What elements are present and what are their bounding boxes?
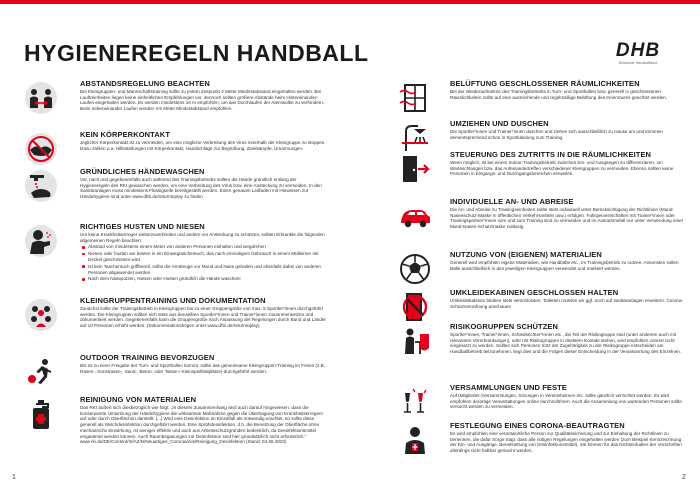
- section-text: Es wird empfohlen eine verantwortliche Person zur Qualitätssicherung und zur Einhaltung der Richtlinien zu benennen, die dafür Sorge trägt, dass alle nötigen Regelungen eingehalten werden (zum Beispiel Kennzeichnung der Ein- und Ausgänge, Bereitstellung von Desinfektionsmittel). Sie können für das Nichteinhalten der Vorschriften allerdings nicht haftbar gemacht werden.: [450, 431, 682, 454]
- bullet-item: Ist kein Taschentuch griffbereit, sollte die Armbeuge vor Mund und Nase gehalten und ebenfalls dabei von anderen Personen abgewendet werden: [88, 264, 326, 275]
- car-icon: [398, 199, 432, 233]
- section-heading: FESTLEGUNG EINES CORONA-BEAUTRAGTEN: [450, 421, 625, 430]
- section-heading: RISIKOGRUPPEN SCHÜTZEN: [450, 322, 559, 331]
- section-heading: UMZIEHEN UND DUSCHEN: [450, 119, 549, 128]
- section-text: Sportler*innen, Trainer*innen, Schiedsrichter*innen etc., die Teil der Risikogruppe sind (unter anderem auch mit relevanten Vorerkrankungen), oder mit Risikogruppen in direktem Kontakt stehen, wird empfohlen vorerst nicht eingesetzt zu werden. Sollten sich Personen trotz der Zugehörigkeit zu der Risikogruppe entscheiden am Handballbetrieb teilzunehmen, liegt dies und die Folgen dieser Entscheidung in der Verantwortung des Einzelnen.: [450, 332, 682, 355]
- section-heading: STEUERUNG DES ZUTRITTS IN DIE RÄUMLICHKEITEN: [450, 150, 652, 159]
- section-heading: BELÜFTUNG GESCHLOSSENER RÄUMLICHKEITEN: [450, 79, 640, 88]
- bullet-item: Nach dem Naseputzen, Niesen oder Husten gründlich die Hände waschen!: [88, 276, 326, 282]
- section-body: [450, 129, 688, 147]
- section-text: Generell wird empfohlen eigene Materialien, wie Handbälle etc., im Trainingsbetrieb zu nutzen. Ansonsten sollen Bälle ausschließlich in den jeweiligen Kleingruppen verwendet und markiert werden.: [450, 260, 679, 271]
- section-body: [80, 232, 326, 292]
- distance-icon: [24, 81, 58, 115]
- section-body: [450, 89, 688, 115]
- section-text: Jeglicher Körperkontakt ist zu vermeiden, um eine mögliche Verbreitung des Virus innerhalb der Kleingruppe zu stoppen. Dazu zählen u.a. Hilfestellungen mit Körperkontakt, Handschläge zur Begrüßung, Zweikämpfe, Umarmungen.: [80, 140, 326, 151]
- section-text: Das RKI äußert sich diesbezüglich wie folgt: „In diesem Zusammenhang wird auch darauf hingewiesen, dass die konsequente Umsetzung der Händehygiene die wirksamste Maßnahme gegen die Übertragung von Krankheitserregern auf oder durch Oberflächen darstellt. [...] Wird eine Desinfektion im Einzelfall als notwendig erachtet, so sollte diese generell als Wischdesinfektion durchgeführt werden. Eine Sprühdesinfektion, d.h. die Benetzung der Oberfläche ohne mechanische Einwirkung, ist weniger effektiv und auch aus Arbeitsschutzgründen bedenklich, da Desinfektionsmittel eingeatmet werden können. Auch Raumbegasungen zur Desinfektion sind hier grundsätzlich nicht erforderlich.“ www.rki.de/DE/Content/InfAZ/N/Neuartiges_Coronavirus/Reinigung_Desinfektion (Stand: 04.06.2020): [80, 405, 324, 445]
- outdoor-runner-icon: [24, 355, 58, 389]
- section-heading: NUTZUNG VON (EIGENEN) MATERIALIEN: [450, 250, 602, 259]
- bullet-item: Abstand von mindestens einem Meter von anderen Personen einhalten und wegdrehen: [88, 244, 326, 250]
- section-heading: ABSTANDSREGELUNG BEACHTEN: [80, 79, 210, 88]
- section-body: [450, 298, 688, 316]
- page-number-right: 2: [682, 474, 686, 481]
- page-number-left: 1: [12, 474, 16, 481]
- section-body: [450, 393, 688, 417]
- shower-icon: [398, 121, 432, 155]
- entrance-icon: [398, 152, 432, 186]
- corona-officer-icon: [398, 423, 432, 457]
- section-text: Vor, nach und gegebenenfalls auch während des Trainingsbetriebs sollten die Hände gründlich entlang der Hygieneregeln des RKI gewaschen werden, um eine Verbreitung des Virus bzw. eine Ansteckung zu vermeiden. In den Sanitäranlagen muss mindestens Flüssigseife bereitgestellt werden. Einen genauen Leitfaden mit Hinweisen zur Händehygiene sind unter www.dhb.de/returntoplay zu finden: [80, 177, 322, 200]
- section-text: Bis es zu einer Freigabe der Turn- und Sporthallen kommt, sollte das gemeinsame Kleingruppen-Training im Freien (z.B. Rasen-, Kunstrasen-, Sand-, Beton- oder Tartan-/ Kleinspielfeldplätze) durchgeführt werden.: [80, 363, 325, 374]
- section-text: Auf (Mitglieder-)Versammlungen, Sitzungen in Vereinsheimen etc. sollte gänzlich verzichtet werden. Es wird empfohlen derartige Veranstaltungen online durchzuführen. Auch die Ansammlung von wartenden Personen sollte versucht werden zu vermeiden.: [450, 393, 682, 410]
- bullet-item: Niesen oder husten am besten in ein Einwegtaschentuch, das nach einmaligem Gebrauch in einem Mülleimer mit Deckel geschmissen wird: [88, 251, 326, 262]
- dhb-logo: [603, 40, 673, 70]
- bullet-list: [80, 244, 326, 282]
- section-body: [80, 89, 326, 129]
- section-heading: UMKLEIDEKABINEN GESCHLOSSEN HALTEN: [450, 288, 619, 297]
- section-text: Die An- und Abreise zu Trainingseinheiten sollte stets individuell unter Berücksichtigung der Richtlinien (Mund-Nasenschutz-Maske in öffentlichen Verkehrsmitteln usw.) erfolgen. Fahrgemeinschaften mit Trainer*innen oder Trainingspartner*innen vom und zum Training sind zu vermeiden und im Ausnahmefall nur unter Verwendung einer Mund-Nasen-Schutzmaske zulässig: [450, 207, 684, 230]
- section-body: [450, 332, 688, 378]
- section-heading: GRÜNDLICHES HÄNDEWASCHEN: [80, 167, 205, 176]
- section-body: [80, 140, 326, 167]
- section-heading: KEIN KÖRPERKONTAKT: [80, 130, 170, 139]
- section-heading: VERSAMMLUNGEN UND FESTE: [450, 383, 567, 392]
- section-body: [80, 306, 326, 353]
- section-body: [450, 431, 688, 475]
- logo-subtitle: Deutscher Handballbund: [618, 61, 658, 65]
- section-heading: RICHTIGES HUSTEN UND NIESEN: [80, 222, 205, 231]
- party-icon: [398, 385, 432, 419]
- no-handshake-icon: [24, 132, 58, 166]
- section-body: [450, 207, 688, 247]
- section-text: Wenn möglich, ist bei einem Indoor-Trainingsbetrieb zwischen Ein- und Ausgängen zu differenzieren, um Warteschlangen bzw. das Aufeinandertreffen verschiedener Kleingruppen zu vermeiden. Ebenso sollten keine Personen in Eingangs- und Durchgangsbereichen verweilen.: [450, 160, 674, 177]
- sneeze-icon: [24, 224, 58, 258]
- section-text: Bei der Wiederaufnahme des Trainingsbetriebs in Turn- und Sporthallen bzw. generell in geschlossenen Räumlichkeiten sollte auf eine ausreichende und regelmäßige Belüftung des Innenraums geachtet werden.: [450, 89, 668, 100]
- handball-icon: [398, 252, 432, 286]
- small-group-icon: [24, 298, 58, 332]
- risk-group-icon: [398, 324, 432, 358]
- section-body: [80, 363, 326, 393]
- section-body: [450, 260, 688, 283]
- section-text: Bei Kleingruppen- und Mannschaftstraining sollte zu jedem Zeitpunkt 2 Meter Mindestabstand eingehalten werden. Bei Lauftreinheiten liegen keine einheitlichen Empfehlungen vor, dennoch sollten größere Abstände beim Hintereinander-Laufen eingehalten werden. Es werden mindestens 10 m empfohlen, um das Durchlaufen der Atemwolke zu verhindern. Beim nebeneinander Laufen werden 4-5 Meter Mindestabstand empfohlen.: [80, 89, 325, 112]
- hand-washing-icon: [24, 169, 58, 203]
- section-heading: OUTDOOR TRAINING BEVORZUGEN: [80, 353, 215, 362]
- section-body: [80, 405, 326, 483]
- section-heading: KLEINGRUPPENTRAINING UND DOKUMENTATION: [80, 296, 266, 305]
- top-accent-bar: [0, 0, 700, 4]
- section-heading: INDIVIDUELLE AN- UND ABREISE: [450, 197, 574, 206]
- page-title: HYGIENEREGELN HANDBALL: [24, 40, 369, 66]
- section-text: Zunächst sollte der Trainingsbetrieb in Kleingruppen bis zu einer Gruppengröße von max. 5 Sportler*innen durchgeführt werden. Die Kleingruppen sollten sich stets aus denselben Sportler*innen und Trainer*innen zusammensetzen und dokumentiert werden. Gegebenenfalls kann die Gruppengröße nach Anpassung der Regelungen durch Bund und Länder auf 10 Personen erhöht werden. (Dokumentationsbögen unter www.dhb.de/returntoplay): [80, 306, 326, 329]
- section-heading: REINIGUNG VON MATERIALIEN: [80, 395, 197, 404]
- section-text: Umkleidekabinen bleiben stets verschlossen. Toiletten müssen wir ggf. noch auf sanitäranlagen erweitern. Corona-Schutzverordnung anschauen: [450, 298, 684, 309]
- section-body: [80, 177, 326, 219]
- section-text: Die Sportler*innen und Trainer*innen duschen und ziehen sich ausschließlich zu Hause um und kommen dementsprechend schon in Sportkleidung zum Training.: [450, 129, 663, 140]
- section-body: [450, 160, 688, 192]
- ventilation-icon: [398, 81, 432, 115]
- no-changing-room-icon: [398, 290, 432, 324]
- logo-text: DHB: [615, 40, 661, 61]
- section-text: Um keine Krankheitserreger weiterzuverbreiten und andere vor Ansteckung zu schützen, sollten Erkrankte die folgenden allgemeinen Regeln beachten:: [80, 232, 325, 243]
- disinfectant-bottle-icon: [24, 397, 58, 431]
